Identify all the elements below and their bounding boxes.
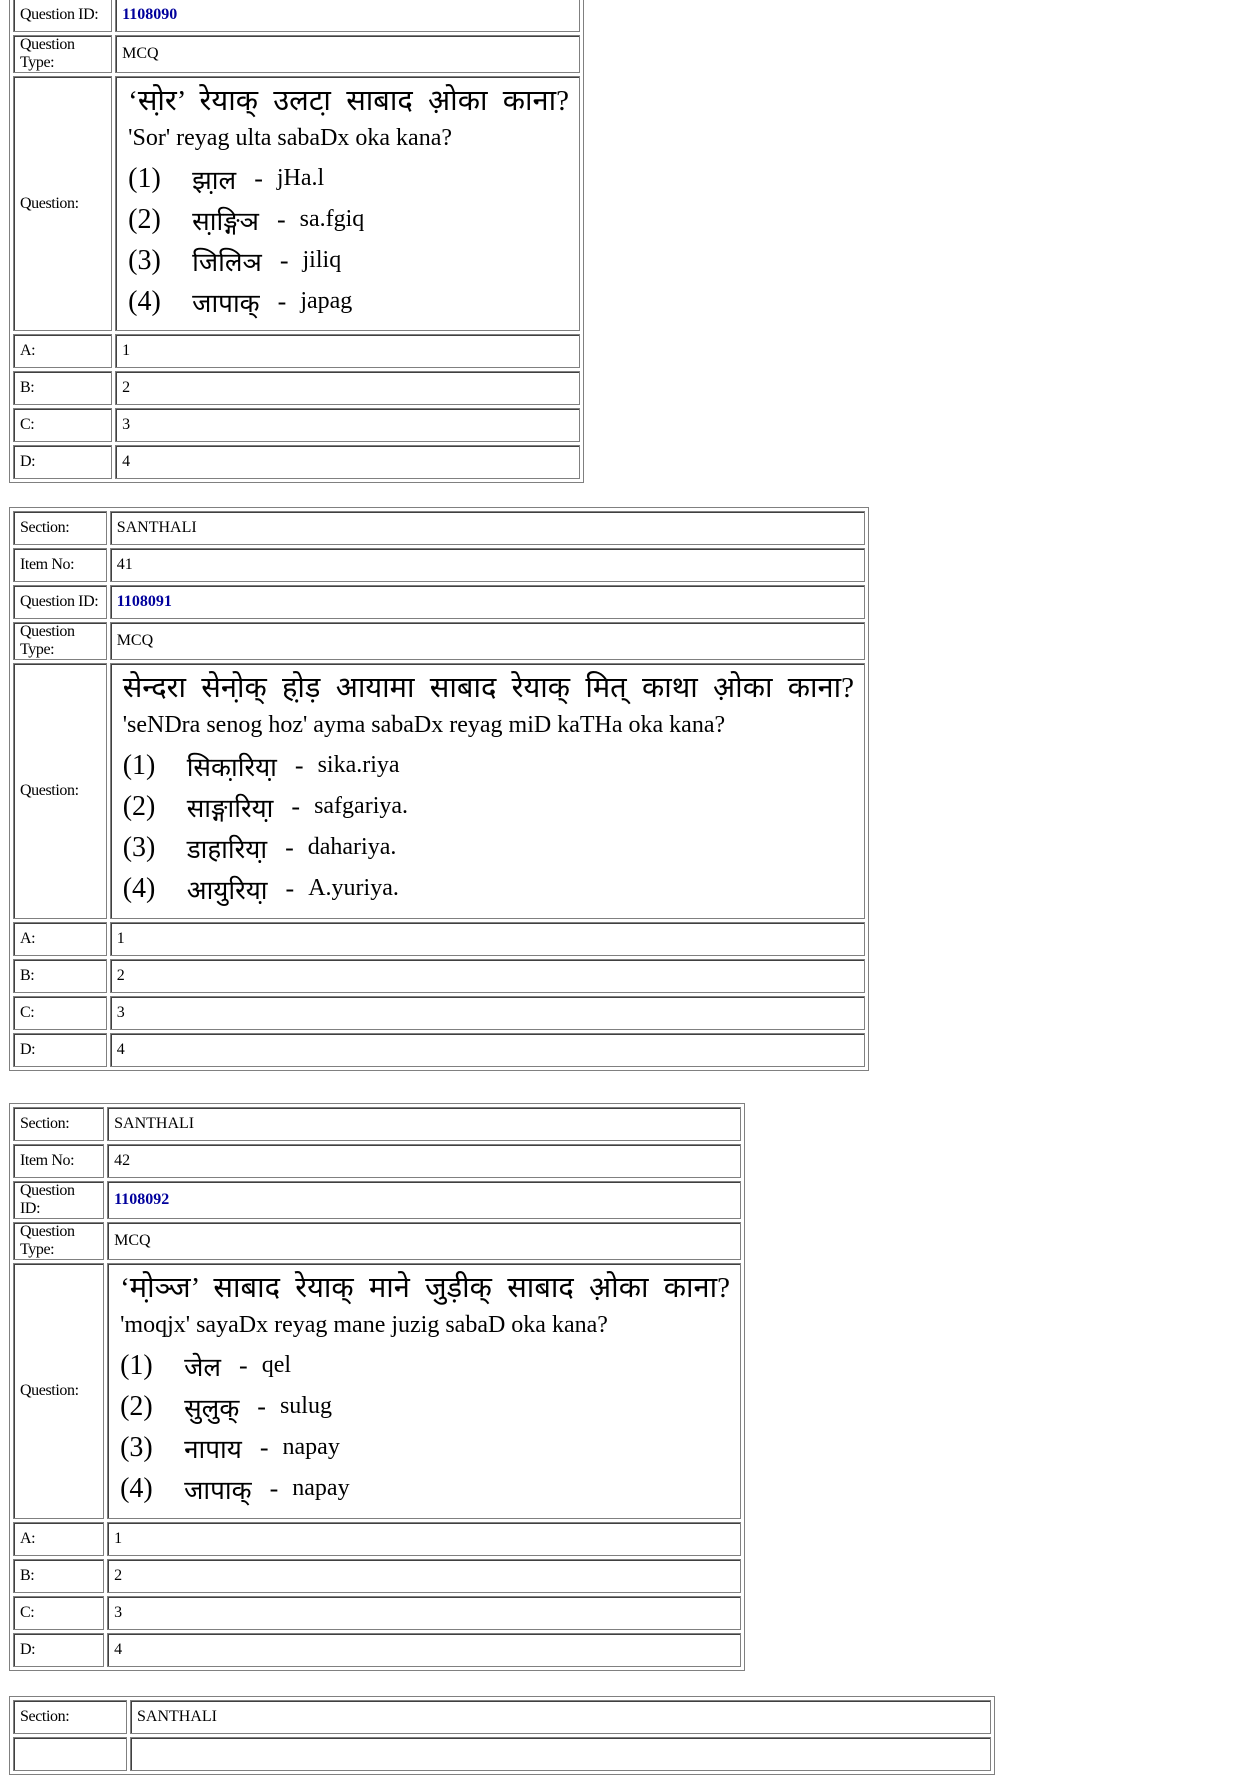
row-c — [13, 1596, 741, 1630]
option-3: (3) डाहारिया़ - dahariya. — [122, 831, 397, 864]
option-2: (2) साङ्गारिया़ - safgariya. — [122, 790, 409, 823]
question-body — [115, 76, 580, 331]
question-id-label: Question ID: — [13, 0, 112, 32]
question-id-label: Question ID: — [13, 1181, 104, 1219]
answer-c-value: 3 — [110, 996, 865, 1030]
question-type-label: Question Type: — [13, 1222, 104, 1260]
question-id-value: 1108092 — [107, 1181, 741, 1219]
row-question — [13, 663, 865, 919]
question-text-roman: 'Sor' reyag ulta sabaDx oka kana? — [128, 125, 453, 151]
section-value: SANTHALI — [130, 1700, 991, 1734]
option-1: (1) झा़ल - jHa.l — [128, 162, 325, 195]
answer-c-value: 3 — [107, 1596, 741, 1630]
option-2: (2) सा़ङ्गिञ - sa.fgiq — [128, 203, 365, 236]
option-1: (1) सिका़रिया़ - sika.riya — [122, 749, 400, 782]
question-body — [110, 663, 865, 919]
row-question-id — [13, 0, 580, 32]
question-id-value: 1108091 — [110, 585, 865, 619]
answer-c-label: C: — [13, 408, 112, 442]
row-section — [13, 511, 865, 545]
row-question-id — [13, 585, 865, 619]
row-a — [13, 1522, 741, 1556]
answer-b-label: B: — [13, 371, 112, 405]
item-no-value — [130, 1737, 991, 1771]
answer-a-label: A: — [13, 922, 107, 956]
item-no-value: 41 — [110, 548, 865, 582]
question-label: Question: — [13, 663, 107, 919]
question-label: Question: — [13, 76, 112, 331]
row-item-no — [13, 1737, 991, 1771]
question-table-1 — [9, 0, 584, 483]
row-question-id — [13, 1181, 741, 1219]
answer-b-value: 2 — [107, 1559, 741, 1593]
row-question-type — [13, 35, 580, 73]
answer-a-label: A: — [13, 1522, 104, 1556]
question-type-value: MCQ — [115, 35, 580, 73]
row-a — [13, 334, 580, 368]
option-4: (4) जापाक् - japag — [128, 285, 353, 318]
question-text-devanagari: सेन्दरा सेनो़क् हो़ड़ आयामा साबाद रेयाक् मित् काथा ओ़का काना? — [122, 672, 854, 704]
section-value: SANTHALI — [110, 511, 865, 545]
item-no-label — [13, 1737, 127, 1771]
question-text-devanagari: ‘सो़र’ रेयाक् उलटा़ साबाद ओ़का काना? — [128, 85, 569, 117]
answer-b-label: B: — [13, 959, 107, 993]
question-id-label: Question ID: — [13, 585, 107, 619]
item-no-value: 42 — [107, 1144, 741, 1178]
answer-b-value: 2 — [115, 371, 580, 405]
question-type-value: MCQ — [110, 622, 865, 660]
option-2: (2) सुलुक् - sulug — [120, 1390, 332, 1423]
answer-a-value: 1 — [107, 1522, 741, 1556]
row-question-type — [13, 622, 865, 660]
question-text-devanagari: ‘मो़ञ्ज’ साबाद रेयाक् माने जुड़ीक् साबाद ओ़का काना? — [120, 1272, 730, 1304]
question-type-label: Question Type: — [13, 622, 107, 660]
row-c — [13, 996, 865, 1030]
row-d — [13, 1033, 865, 1067]
row-b — [13, 1559, 741, 1593]
row-b — [13, 959, 865, 993]
question-id-value: 1108090 — [115, 0, 580, 32]
row-b — [13, 371, 580, 405]
answer-d-value: 4 — [110, 1033, 865, 1067]
row-c — [13, 408, 580, 442]
row-section — [13, 1700, 991, 1734]
answer-d-value: 4 — [107, 1633, 741, 1667]
option-3: (3) नापाय - napay — [120, 1431, 340, 1464]
question-text-roman: 'moqjx' sayaDx reyag mane juzig sabaD oka kana? — [120, 1312, 608, 1338]
question-body — [107, 1263, 741, 1519]
row-item-no — [13, 548, 865, 582]
answer-a-label: A: — [13, 334, 112, 368]
section-label: Section: — [13, 1107, 104, 1141]
answer-d-label: D: — [13, 1033, 107, 1067]
question-type-value: MCQ — [107, 1222, 741, 1260]
option-4: (4) जापाक् - napay — [120, 1472, 350, 1505]
answer-c-label: C: — [13, 1596, 104, 1630]
question-table-3 — [9, 1103, 745, 1671]
answer-d-label: D: — [13, 445, 112, 479]
answer-a-value: 1 — [115, 334, 580, 368]
answer-c-label: C: — [13, 996, 107, 1030]
answer-d-value: 4 — [115, 445, 580, 479]
row-item-no — [13, 1144, 741, 1178]
row-d — [13, 445, 580, 479]
section-label: Section: — [13, 511, 107, 545]
answer-c-value: 3 — [115, 408, 580, 442]
row-d — [13, 1633, 741, 1667]
row-section — [13, 1107, 741, 1141]
answer-a-value: 1 — [110, 922, 865, 956]
section-label: Section: — [13, 1700, 127, 1734]
question-text-roman: 'seNDra senog hoz' ayma sabaDx reyag miD kaTHa oka kana? — [122, 712, 726, 738]
row-question — [13, 76, 580, 331]
question-type-label: Question Type: — [13, 35, 112, 73]
question-label: Question: — [13, 1263, 104, 1519]
option-1: (1) जेल - qel — [120, 1349, 292, 1382]
item-no-label: Item No: — [13, 548, 107, 582]
option-3: (3) जिलिञ - jiliq — [128, 244, 342, 277]
row-a — [13, 922, 865, 956]
question-table-4 — [9, 1696, 995, 1775]
section-value: SANTHALI — [107, 1107, 741, 1141]
answer-b-label: B: — [13, 1559, 104, 1593]
answer-b-value: 2 — [110, 959, 865, 993]
answer-d-label: D: — [13, 1633, 104, 1667]
item-no-label: Item No: — [13, 1144, 104, 1178]
row-question-type — [13, 1222, 741, 1260]
option-4: (4) आयुरिया़ - A.yuriya. — [122, 872, 399, 905]
question-table-2 — [9, 507, 869, 1071]
row-question — [13, 1263, 741, 1519]
